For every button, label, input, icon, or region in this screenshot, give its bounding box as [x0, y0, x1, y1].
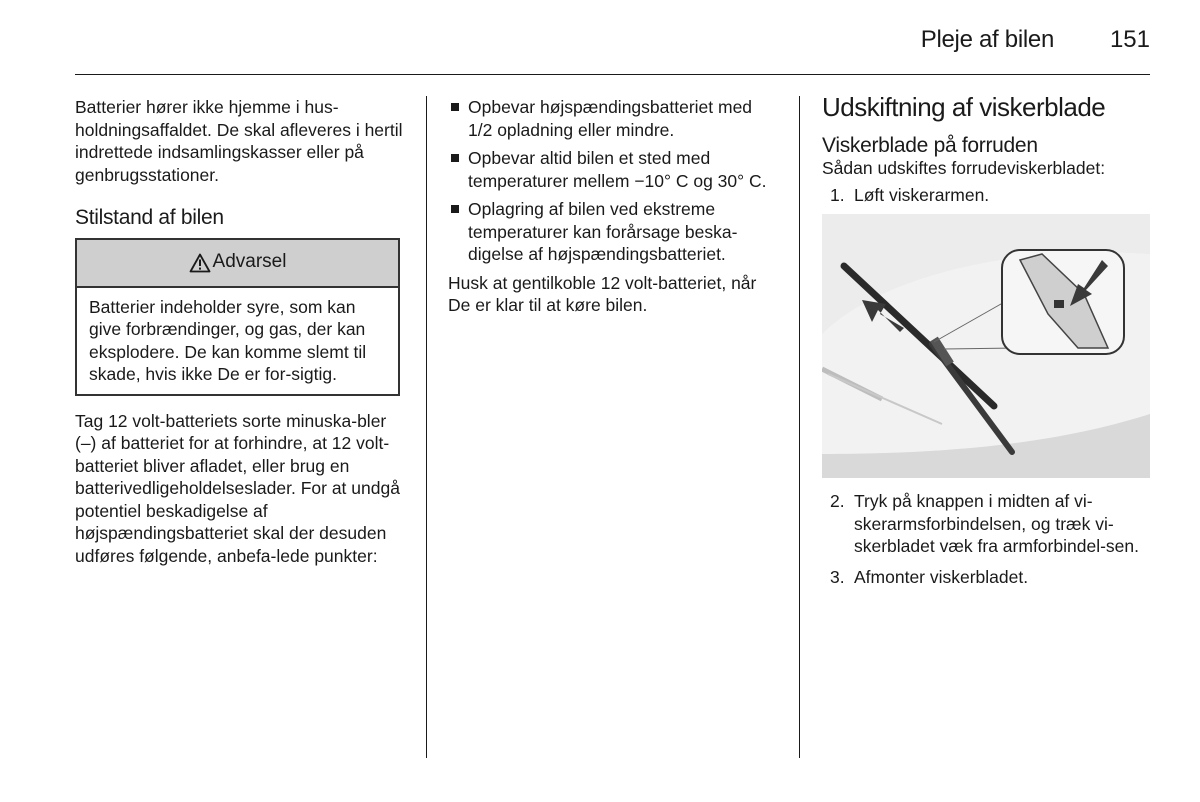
list-item: 3. Afmonter viskerbladet. [830, 566, 1029, 587]
warning-header [77, 240, 398, 288]
list-item: 2. Tryk på knappen i midten af vi-skerarmsforbindelsen, og træk vi-skerbladet væk fra armforbindel-sen. [830, 491, 1139, 556]
warning-text: Batterier indeholder syre, som kan give forbrændinger, og gas, der kan eksplodere. De kan komme slemt til skade, hvis ikke De er for-sigtig. [89, 296, 367, 384]
column-1 [75, 96, 405, 567]
list-item: Oplagring af bilen ved ekstreme temperaturer kan forårsage beska-digelse af højspændingsbatteriet. [448, 198, 778, 266]
column-divider-2 [799, 96, 800, 758]
step-list-2 [822, 490, 1152, 588]
bullet-square-icon [451, 205, 459, 213]
column-divider-1 [426, 96, 427, 758]
reconnect-paragraph: Husk at gentilkoble 12 volt-batteriet, når De er klar til at køre bilen. [448, 272, 757, 315]
wiper-intro: Sådan udskiftes forrudeviskerbladet: [822, 158, 1106, 178]
wiper-section-heading: Udskiftning af viskerblade [822, 92, 1106, 122]
battery-disconnect-paragraph: Tag 12 volt-batteriets sorte minuska-bler (–) af batteriet for at forhindre, at 12 volt-batteriet bliver afladet, eller brug en batterivedligeholdelseslader. For at undgå potentiel beskadigelse af højspændingsbatteriet skal der desuden udføres følgende, anbefa-lede punkter: [75, 410, 400, 566]
warning-label: Advarsel [212, 251, 287, 273]
list-item: Opbevar altid bilen et sted med temperaturer mellem −10° C og 30° C. [448, 147, 778, 192]
wiper-arm-illustration [822, 214, 1150, 478]
storage-heading: Stilstand af bilen [75, 206, 224, 229]
list-item: 1. Løft viskerarmen. [830, 184, 990, 205]
column-3 [822, 92, 1152, 588]
column-2 [448, 96, 778, 317]
section-title: Pleje af bilen [920, 26, 1054, 53]
bullet-square-icon [451, 154, 459, 162]
warning-box [75, 238, 400, 396]
windscreen-wiper-subheading: Viskerblade på forruden [822, 133, 1038, 157]
storage-bullet-list [448, 96, 778, 266]
battery-disposal-paragraph: Batterier hører ikke hjemme i hus-holdningsaffaldet. De skal afleveres i hertil indrettede indsamlingskasser eller på genbrugsstationer. [75, 97, 403, 185]
step-list-1 [822, 184, 1152, 207]
warning-triangle-icon [189, 253, 211, 273]
list-item: Opbevar højspændingsbatteriet med 1/2 opladning eller mindre. [448, 96, 778, 141]
page-number: 151 [1109, 26, 1150, 53]
bullet-square-icon [451, 103, 459, 111]
header-divider [75, 74, 1150, 75]
